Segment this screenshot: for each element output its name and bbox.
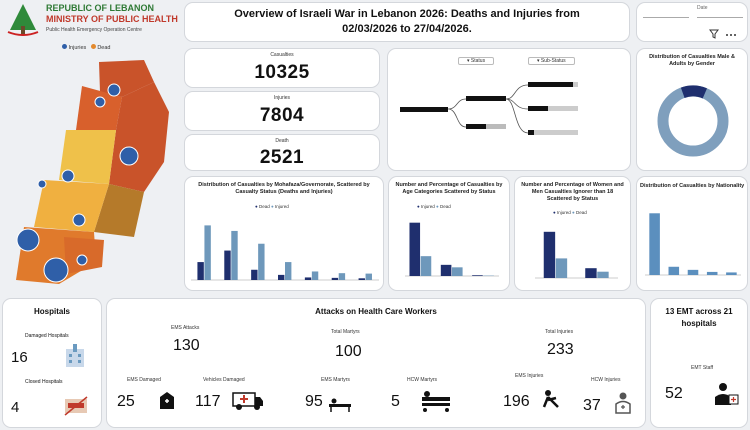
chart2-legend-injured: Injured [420,204,435,209]
emt-title-line1: 13 EMT across 21 [665,307,733,316]
map-bubble-bekaa [73,214,85,226]
map-bubble-beirut [38,180,46,188]
nationality-bar-chart[interactable] [637,197,749,287]
casualties-label: Casualties [270,52,294,58]
page-title-line2: 02/03/2026 to 27/04/2026. [342,23,472,35]
bar-nationality-3[interactable] [707,272,718,275]
sub-status-header-label: Sub-Status [540,58,566,64]
map-bubble-north [95,97,105,107]
bar-dead-6[interactable] [359,278,365,280]
hospitals-title: Hospitals [33,307,70,316]
cedar-logo-icon [6,2,40,36]
injuries-label: Injuries [273,95,291,101]
bar-nationality-2[interactable] [688,270,699,275]
map-bubble-nabatieh [44,258,68,282]
page-title-line1: Overview of Israeli War in Lebanon 2026: Deaths and Injuries from [234,8,580,20]
chart2-legend-dead: Dead [440,204,451,209]
bar-injured-1[interactable] [231,231,237,280]
gender-donut-card[interactable] [636,48,748,171]
damaged-hospitals-value: 16 [11,349,28,366]
bar-injured-1[interactable] [585,268,596,278]
bar-dead-2[interactable] [251,270,257,280]
attacks-card [106,298,646,428]
casualties-card [184,48,380,88]
chart1-title: Distribution of Casualties by Mohafaza/Governorate, Scattered by Casualty Status (Deaths and Injuries) [198,182,370,195]
ambulance-icon [231,389,265,411]
nationality-chart-card[interactable] [636,176,748,291]
map-bubble-south [17,229,39,251]
hcw-martyrs-value: 5 [391,393,400,410]
attacks-title: Attacks on Health Care Workers [315,307,437,316]
chart1-legend: ● Dead ● Injured [255,204,289,209]
medical-staff-icon [611,391,635,415]
legend-dead-label: Dead [97,45,111,51]
logo-area [6,2,176,36]
filter-icon[interactable] [709,29,719,39]
centre-label: Public Health Emergency Operation Centre [46,27,142,33]
bar-dead-0[interactable] [556,258,567,278]
governorate-chart-card[interactable] [184,176,384,291]
chart1-legend-dead: Dead [258,204,270,209]
chart2-title: Number and Percentage of Casualties by Age Categories Scattered by Status [395,182,503,195]
title-card [184,2,630,42]
bar-nationality-1[interactable] [669,267,680,275]
hospitals-card [2,298,102,428]
hospital-building-icon [63,343,87,369]
death-value: 2521 [259,147,305,168]
bar-dead-4[interactable] [305,277,311,280]
total-injuries-label: Total Injuries [545,329,574,335]
hcw-injuries-label: HCW Injuries [591,377,621,383]
vehicles-damaged-value: 117 [195,393,221,410]
governorate-bar-chart[interactable] [185,210,385,290]
bar-injured-6[interactable] [366,274,372,280]
chart3-legend: ● Injured ● Dead [553,210,587,215]
women-men-bar-chart[interactable] [515,218,632,290]
map-bubble-baalbek [120,147,138,165]
chart4-title: Distribution of Casualties by Nationality [640,183,745,189]
casualties-value: 10325 [254,62,310,83]
emt-staff-value: 52 [665,385,683,402]
ems-injuries-label: EMS Injuries [515,373,544,379]
status-header[interactable]: ▾ Status [458,57,494,65]
date-start-field[interactable] [643,17,689,18]
emt-title-line2: hospitals [681,319,717,328]
bar-injured-3[interactable] [285,262,291,280]
chart3-legend-dead: Dead [576,210,587,215]
age-chart-card[interactable] [388,176,510,291]
bar-injured-0[interactable] [204,225,210,280]
emt-card [650,298,748,428]
republic-label: REPUBLIC OF LEBANON [46,3,154,13]
lebanon-map[interactable] [4,52,174,297]
death-label: Death [275,138,289,144]
injured-person-icon [539,389,563,411]
bar-dead-1[interactable] [597,272,608,278]
legend-injuries-icon [62,44,67,49]
chart3-title: Number and Percentage of Women and Men Casualties Ignorer than 18 Scattered by Status [521,182,624,202]
damaged-hospitals-label: Damaged Hospitals [25,333,69,339]
sub-status-header[interactable]: ▾ Sub-Status [528,57,575,65]
total-martyrs-value: 100 [335,343,362,360]
gender-chart-title: Distribution of Casualties Male & Adults by Gender [649,54,735,67]
bar-dead-5[interactable] [332,278,338,280]
bar-injured-0[interactable] [409,223,420,276]
bar-injured-0[interactable] [544,232,555,278]
hcw-martyrs-label: HCW Martyrs [407,377,437,383]
age-bar-chart[interactable] [389,210,511,290]
closed-hospitals-value: 4 [11,399,20,416]
bar-dead-0[interactable] [197,262,203,280]
more-options-icon[interactable] [725,31,737,39]
vehicles-damaged-label: Vehicles Damaged [203,377,245,383]
ems-attacks-label: EMS Attacks [171,325,200,331]
chart3-legend-injured: Injured [556,210,571,215]
gender-donut[interactable] [637,77,749,167]
legend-dead-icon [91,44,96,49]
status-header-label: Status [470,58,486,64]
injuries-value: 7804 [259,105,305,126]
ministry-label: MINISTRY OF PUBLIC HEALTH [46,14,178,24]
bar-nationality-4[interactable] [726,272,737,275]
chart2-legend: ● Injured ● Dead [417,204,451,209]
ems-martyrs-value: 95 [305,393,323,410]
map-bubble-tyre [77,255,87,265]
ems-damaged-value: 25 [117,393,135,410]
closed-hospitals-label: Closed Hospitals [25,379,63,385]
closed-hospital-icon [63,395,89,417]
bar-nationality-0[interactable] [649,213,660,275]
injuries-card [184,91,380,131]
ems-martyrs-label: EMS Martyrs [321,377,350,383]
death-card [184,134,380,171]
bar-injured-1[interactable] [441,265,452,276]
women-men-chart-card[interactable] [514,176,631,291]
map-bubble-mount [62,170,74,182]
stretcher-icon [327,397,353,413]
bar-injured-2[interactable] [472,275,483,276]
bar-dead-3[interactable] [278,275,284,280]
ems-attacks-value: 130 [173,337,200,354]
emt-staff-label: EMT Staff [691,365,714,371]
tree-links [388,49,632,172]
hospital-bed-icon [419,389,453,413]
ems-damaged-label: EMS Damaged [127,377,161,383]
legend-injuries-label: Injuries [68,45,87,51]
bar-dead-1[interactable] [452,267,463,276]
bar-dead-1[interactable] [224,251,230,280]
bar-injured-4[interactable] [312,271,318,280]
date-filter-card[interactable] [636,2,748,42]
bar-injured-2[interactable] [258,244,264,280]
hcw-injuries-value: 37 [583,397,601,414]
bar-injured-5[interactable] [339,273,345,280]
filter-label: Date [697,5,708,11]
bar-dead-0[interactable] [421,256,432,276]
decomposition-tree[interactable] [387,48,631,171]
ems-injuries-value: 196 [503,393,530,410]
total-injuries-value: 233 [547,341,574,358]
ambulance-damaged-icon [157,389,177,411]
emt-staff-icon [713,381,739,407]
total-martyrs-label: Total Martyrs [331,329,360,335]
chart1-legend-injured: Injured [275,204,289,209]
date-end-field[interactable] [697,17,743,18]
map-legend [62,44,110,51]
map-bubble-akkar [108,84,120,96]
